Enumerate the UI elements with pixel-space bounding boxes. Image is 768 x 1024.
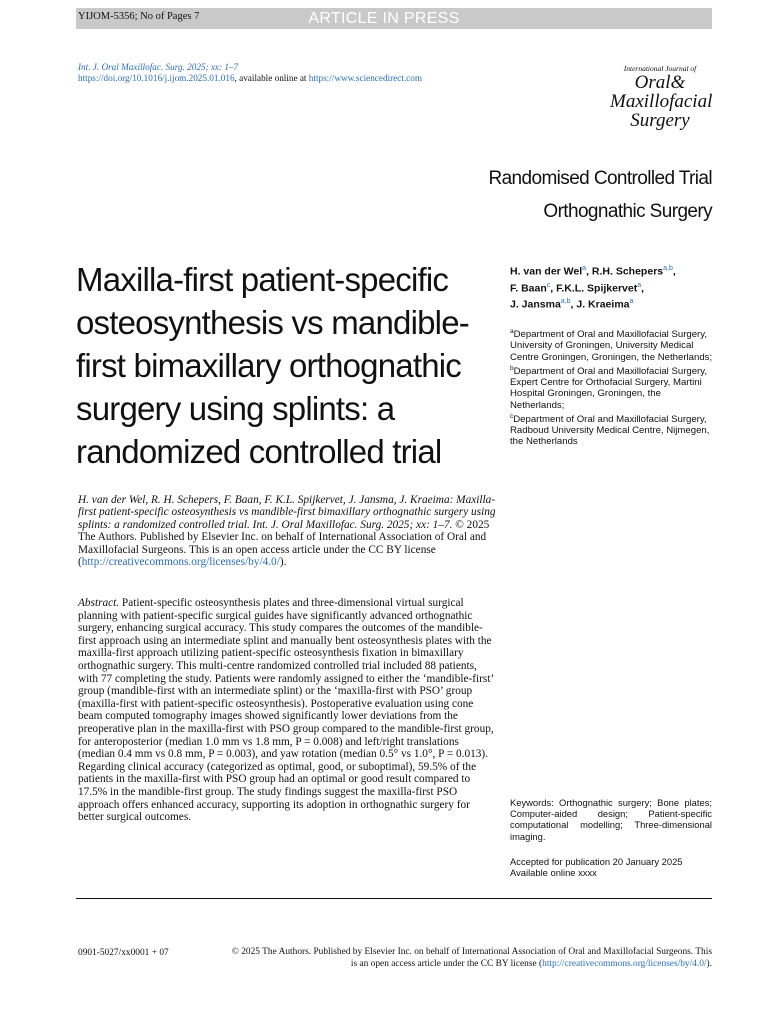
abstract: [78, 597, 496, 824]
author-name: H. van der Wel: [510, 265, 583, 278]
author-name: J. Kraeima: [576, 298, 630, 311]
doi-link[interactable]: https://doi.org/10.1016/j.ijom.2025.01.016: [78, 73, 235, 83]
copyright-end: ).: [706, 959, 712, 969]
footer-rule: [76, 898, 712, 899]
journal-logo: [610, 64, 713, 131]
copyright-text: © 2025 The Authors. Published by Elsevier Inc. on behalf of International Association of Oral and Maxillofacial Surgeons. This is an open access article under the CC BY license (: [231, 947, 712, 969]
cite-end: ).: [279, 556, 287, 569]
cite-authors: H. van der Wel, R. H. Schepers, F. Baan, F. K.L. Spijkervet, J. Jansma, J. Kraeima:: [78, 494, 454, 506]
affil-c-sup: c: [510, 412, 514, 420]
author-separator: ,: [550, 282, 557, 294]
journal-citation: [78, 62, 422, 84]
author-list: [510, 262, 715, 312]
keywords: Keywords: Orthognathic surgery; Bone plates; Computer-aided design; Patient-specific computational modelling; Three-dimensional imaging.: [510, 797, 712, 842]
author-name: F. Baan: [510, 282, 547, 294]
author-separator: ,: [586, 265, 592, 278]
available-text: , available online at: [234, 73, 309, 83]
copyright-notice: [230, 946, 712, 970]
affil-b-sup: b: [510, 364, 514, 372]
manuscript-id: YIJOM-5356; No of Pages 7: [78, 11, 200, 22]
article-subject: Orthognathic Surgery: [543, 201, 712, 222]
article-type: Randomised Controlled Trial: [488, 168, 712, 189]
author-affil-sup: a: [582, 265, 587, 272]
cite-rest: © 2025 The Authors. Published by Elsevier Inc. on behalf of International Association of Oral and Maxillofacial Surgeons. This is an open access article under the CC BY license (: [78, 518, 490, 569]
author-affil-sup: a,b: [663, 265, 673, 272]
abstract-text: Patient-specific osteosynthesis plates and three-dimensional virtual surgical planning with patient-specific surgical guides have significantly advanced orthognathic surgery, enhancing surgical accuracy. This study compares the outcomes of the mandible-first approach using an intermediate splint and manually bent osteosynthesis plates with the maxilla-first approach utilizing patient-specific osteosynthesis fixation in bimaxillary orthognathic surgery. This multi-centre randomized controlled trial included 88 patients, with 77 completing the study. Patients were randomly assigned to either the ‘mandible-first’ group (mandible-first with an intermediate splint) or the ‘maxilla-first with PSO’ group (maxilla-first with patient-specific osteosynthesis). Postoperative evaluation using cone beam computed tomography images showed significantly lower deviations from the preoperative plan in the maxilla-first with PSO group compared to the mandible-first group, for anteroposterior (median 1.0 mm vs 1.8 mm, P = 0.008) and left/right translations (median 0.4 mm vs 0.8 mm, P = 0.003), and yaw rotation (median 0.5° vs 1.0°, P = 0.013). Regarding clinical accuracy (categorized as optimal, good, or suboptimal), 59.5% of the patients in the maxilla-first with PSO group had an optimal or good result compared to 17.5% in the mandible-first group. The study findings suggest the maxilla-first PSO approach offers enhanced accuracy, supporting its adoption in orthognathic surgery for better surgical outcomes.: [78, 597, 494, 824]
author-affil-sup: a: [629, 298, 634, 305]
author-affil-sup: c: [546, 281, 551, 289]
author-affil-sup: a,b: [560, 298, 571, 305]
affil-a: Department of Oral and Maxillofacial Surgery, University of Groningen, University Medical Centre Groningen, Groningen, the Netherlands;: [510, 329, 713, 363]
cc-license-link[interactable]: http://creativecommons.org/licenses/by/4.0/: [81, 556, 280, 569]
abstract-label: Abstract.: [78, 597, 120, 609]
accepted-date: Accepted for publication 20 January 2025: [510, 856, 683, 867]
author-name: J. Jansma: [510, 298, 561, 311]
author-separator: ,: [641, 282, 645, 294]
affil-c: Department of Oral and Maxillofacial Surgery, Radboud University Medical Centre, Nijmegen, the Netherlands: [510, 413, 710, 448]
logo-line3: Maxillofacial: [610, 91, 713, 112]
affiliations: [510, 326, 715, 448]
logo-line4: Surgery: [630, 110, 690, 131]
author-separator: ,: [672, 265, 676, 278]
affil-a-sup: a: [510, 328, 514, 335]
cite-title: Maxilla-first patient-specific osteosynthesis vs mandible-first bimaxillary orthognathic surgery using splints: a randomized controlled trial. Int. J. Oral Maxillofac. Surg. 2025; xx: 1–7.: [78, 494, 496, 531]
journal-line: Int. J. Oral Maxillofac. Surg. 2025; xx: 1–7: [78, 62, 239, 72]
author-name: R.H. Schepers: [591, 265, 664, 278]
author-separator: ,: [570, 298, 577, 311]
article-title: Maxilla-first patient-specific osteosynthesis vs mandible-first bimaxillary orthognathic surgery using splints: a randomized controlled trial: [76, 261, 469, 470]
footer-license-link[interactable]: http://creativecommons.org/licenses/by/4.0/: [542, 959, 707, 969]
sciencedirect-link[interactable]: https://www.sciencedirect.com: [308, 73, 422, 83]
logo-line2: Oral&: [634, 72, 686, 93]
author-affil-sup: a: [637, 281, 642, 289]
online-date: Available online xxxx: [510, 867, 597, 879]
affil-b: Department of Oral and Maxillofacial Surgery, Expert Centre for Orthofacial Surgery, Martini Hospital Groningen, Groningen, the Netherlands;: [510, 365, 708, 411]
logo-line1: International Journal of: [623, 64, 697, 73]
issn-code: 0901-5027/xx0001 + 07: [78, 948, 169, 958]
author-name: F.K.L. Spijkervet: [556, 282, 638, 294]
article-status: ARTICLE IN PRESS: [308, 10, 460, 27]
how-to-cite: [78, 494, 496, 568]
publication-dates: [510, 856, 712, 878]
